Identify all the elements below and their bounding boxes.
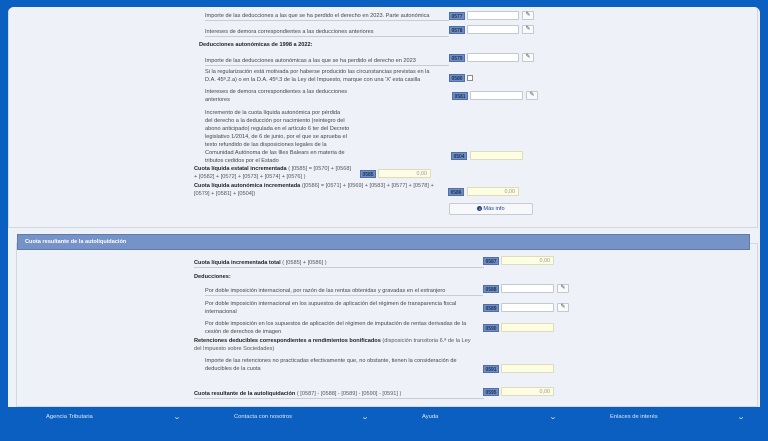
label-0586-title: Cuota líquida autonómica incrementada	[194, 183, 301, 189]
label-0590-line1: Por doble imposición en los supuestos de aplicación del régimen de imputación de rentas derivadas de la	[205, 321, 467, 327]
footer-enlaces-label: Enlaces de interés	[610, 414, 658, 420]
chevron-down-icon: ⌄	[172, 414, 182, 421]
page-content	[8, 7, 760, 441]
code-badge-0579: 0579	[449, 54, 465, 62]
formula-0595: ( [0587] - [0588] - [0589] - [0590] - [0591] )	[295, 391, 402, 397]
section-header-cuota-resultante: Cuota resultante de la autoliquidación	[17, 234, 750, 250]
edit-0577-button[interactable]	[522, 11, 534, 20]
chevron-down-icon: ⌄	[548, 414, 558, 421]
label-0580-line1: Si la regularización está motivada por haberse producido las circunstancias previstas en la	[205, 69, 430, 75]
footer-ayuda-label: Ayuda	[422, 414, 439, 420]
code-badge-0589: 0589	[483, 304, 499, 312]
label-0504-line4: legislativo 1/2014, de 6 de junio, por el que se aprueba el	[205, 134, 347, 140]
code-badge-0504: 0504	[451, 152, 467, 160]
pencil-icon: ✎	[525, 26, 531, 32]
input-0587: 0,00	[501, 256, 554, 265]
label-0504-line7: tributos cedidos por el Estado	[205, 158, 279, 164]
code-badge-0577: 0577	[449, 12, 465, 20]
footer-enlaces[interactable]	[572, 407, 760, 427]
retenciones-title: Retenciones deducibles correspondientes a rendimientos bonificados	[194, 338, 381, 344]
label-0587	[194, 259, 484, 268]
edit-0579-button[interactable]	[522, 53, 534, 62]
label-0586-line2: [0579] + [0581] + [0504])	[194, 191, 256, 197]
label-0595	[194, 390, 484, 399]
code-badge-0591: 0591	[483, 365, 499, 373]
input-0590[interactable]	[501, 323, 554, 332]
input-0586: 0,00	[467, 187, 519, 196]
input-0577[interactable]	[467, 11, 519, 20]
pencil-icon: ✎	[525, 12, 531, 18]
edit-0578-button[interactable]	[522, 25, 534, 34]
label-0504-line5: texto refundido de las disposiciones legales de la	[205, 142, 327, 148]
label-0589-line1: Por doble imposición internacional en los supuestos de aplicación del régimen de transparencia fiscal	[205, 301, 457, 307]
label-0591-line2: deducibles de la cuota	[205, 366, 261, 372]
info-icon: i	[479, 206, 481, 212]
formula-0586: ([0586] = [0571] + [0569] + [0583] + [0577] + [0578] +	[300, 183, 434, 189]
input-0589[interactable]	[501, 303, 554, 312]
code-badge-0587: 0587	[483, 257, 499, 265]
retenciones-heading-line1	[194, 337, 471, 345]
label-0589-line2: internacional	[205, 309, 237, 315]
label-0504-line2: del derecho a la deducción por nacimiento (reintegro del	[205, 118, 345, 124]
input-0595: 0,00	[501, 387, 554, 396]
code-badge-0578: 0578	[449, 26, 465, 34]
pencil-icon: ✎	[560, 304, 566, 310]
subheading-deducciones-autonomicas: Deducciones autonómicas de 1998 a 2022:	[199, 42, 313, 48]
formula-0587: ( [0585] + [0586] )	[280, 260, 327, 266]
label-0595-title: Cuota resultante de la autoliquidación	[194, 391, 296, 397]
label-0504-line6: Comunidad Autónoma de las Illes Balears en materia de	[205, 150, 345, 156]
label-0579: Importe de las deducciones autonómicas a las que se ha perdido el derecho en 2023	[205, 57, 449, 66]
edit-0589-button[interactable]	[557, 303, 569, 312]
checkbox-0580[interactable]	[467, 75, 473, 81]
input-0585: 0,00	[378, 169, 431, 178]
label-0591-line1: Importe de las retenciones no practicadas efectivamente que, no obstante, tienen la consideración de	[205, 358, 457, 364]
input-0591[interactable]	[501, 364, 554, 373]
footer-ayuda[interactable]	[384, 407, 572, 427]
formula-0585: ( [0585] = [0570] + [0568]	[286, 166, 352, 172]
label-0590-line2: cesión de derechos de imagen	[205, 329, 282, 335]
code-badge-0580: 0580	[449, 74, 465, 82]
label-0504-line1: Incremento de la cuota líquida autonómica por pérdida	[205, 110, 341, 116]
label-0577: Importe de las deducciones a las que se ha perdido el derecho en 2023. Parte autonómica	[205, 12, 449, 21]
mas-info-button[interactable]	[449, 203, 533, 215]
code-badge-0581: 0581	[452, 92, 468, 100]
input-0581[interactable]	[470, 91, 523, 100]
label-0586-line1	[194, 182, 434, 190]
chevron-down-icon: ⌄	[736, 414, 746, 421]
label-0578: Intereses de demora correspondientes a las deducciones anteriores	[205, 28, 449, 37]
pencil-icon: ✎	[529, 92, 535, 98]
retenciones-note: (disposición transitoria 6.ª de la Ley	[380, 338, 471, 344]
subheading-deducciones: Deducciones:	[194, 274, 231, 280]
code-badge-0585: 0585	[360, 170, 376, 178]
code-badge-0595: 0595	[483, 388, 499, 396]
code-badge-0588: 0588	[483, 285, 499, 293]
code-badge-0586: 0586	[448, 188, 464, 196]
mas-info-label: Más info	[483, 206, 505, 212]
label-0587-title: Cuota líquida incrementada total	[194, 260, 281, 266]
label-0585-title: Cuota líquida estatal incrementada	[194, 166, 287, 172]
pencil-icon: ✎	[525, 54, 531, 60]
footer-contacta-label: Contacta con nosotros	[234, 414, 293, 420]
label-0504-line3: abono anticipado) regulada en el artículo 6 ter del Decreto	[205, 126, 350, 132]
retenciones-heading-line2: del Impuesto sobre Sociedades)	[194, 346, 275, 352]
chevron-down-icon: ⌄	[360, 414, 370, 421]
label-0581-line2: anteriores	[205, 97, 230, 103]
edit-0581-button[interactable]	[526, 91, 538, 100]
footer-nav	[8, 407, 760, 441]
input-0588[interactable]	[501, 284, 554, 293]
label-0588: Por doble imposición internacional, por razón de las rentas obtenidas y gravadas en el extranjero	[205, 287, 483, 296]
input-0579[interactable]	[467, 53, 519, 62]
label-0581-line1: Intereses de demora correspondientes a las deducciones	[205, 89, 348, 95]
footer-contacta[interactable]	[196, 407, 384, 427]
code-badge-0590: 0590	[483, 324, 499, 332]
label-0585-line2: + [0582] + [0572] + [0573] + [0574] + [0576] )	[194, 174, 306, 180]
label-0580-line2: D.A. 45ª.2.a) o en la D.A. 45ª.3 de la Ley del Impuesto, marque con una 'X' esta casilla	[205, 77, 421, 83]
label-0585-line1	[194, 165, 351, 173]
footer-agencia-tributaria[interactable]	[8, 407, 196, 427]
edit-0588-button[interactable]	[557, 284, 569, 293]
pencil-icon: ✎	[560, 285, 566, 291]
footer-agencia-tributaria-label: Agencia Tributaria	[46, 414, 93, 420]
input-0578[interactable]	[467, 25, 519, 34]
input-0504[interactable]	[470, 151, 523, 160]
